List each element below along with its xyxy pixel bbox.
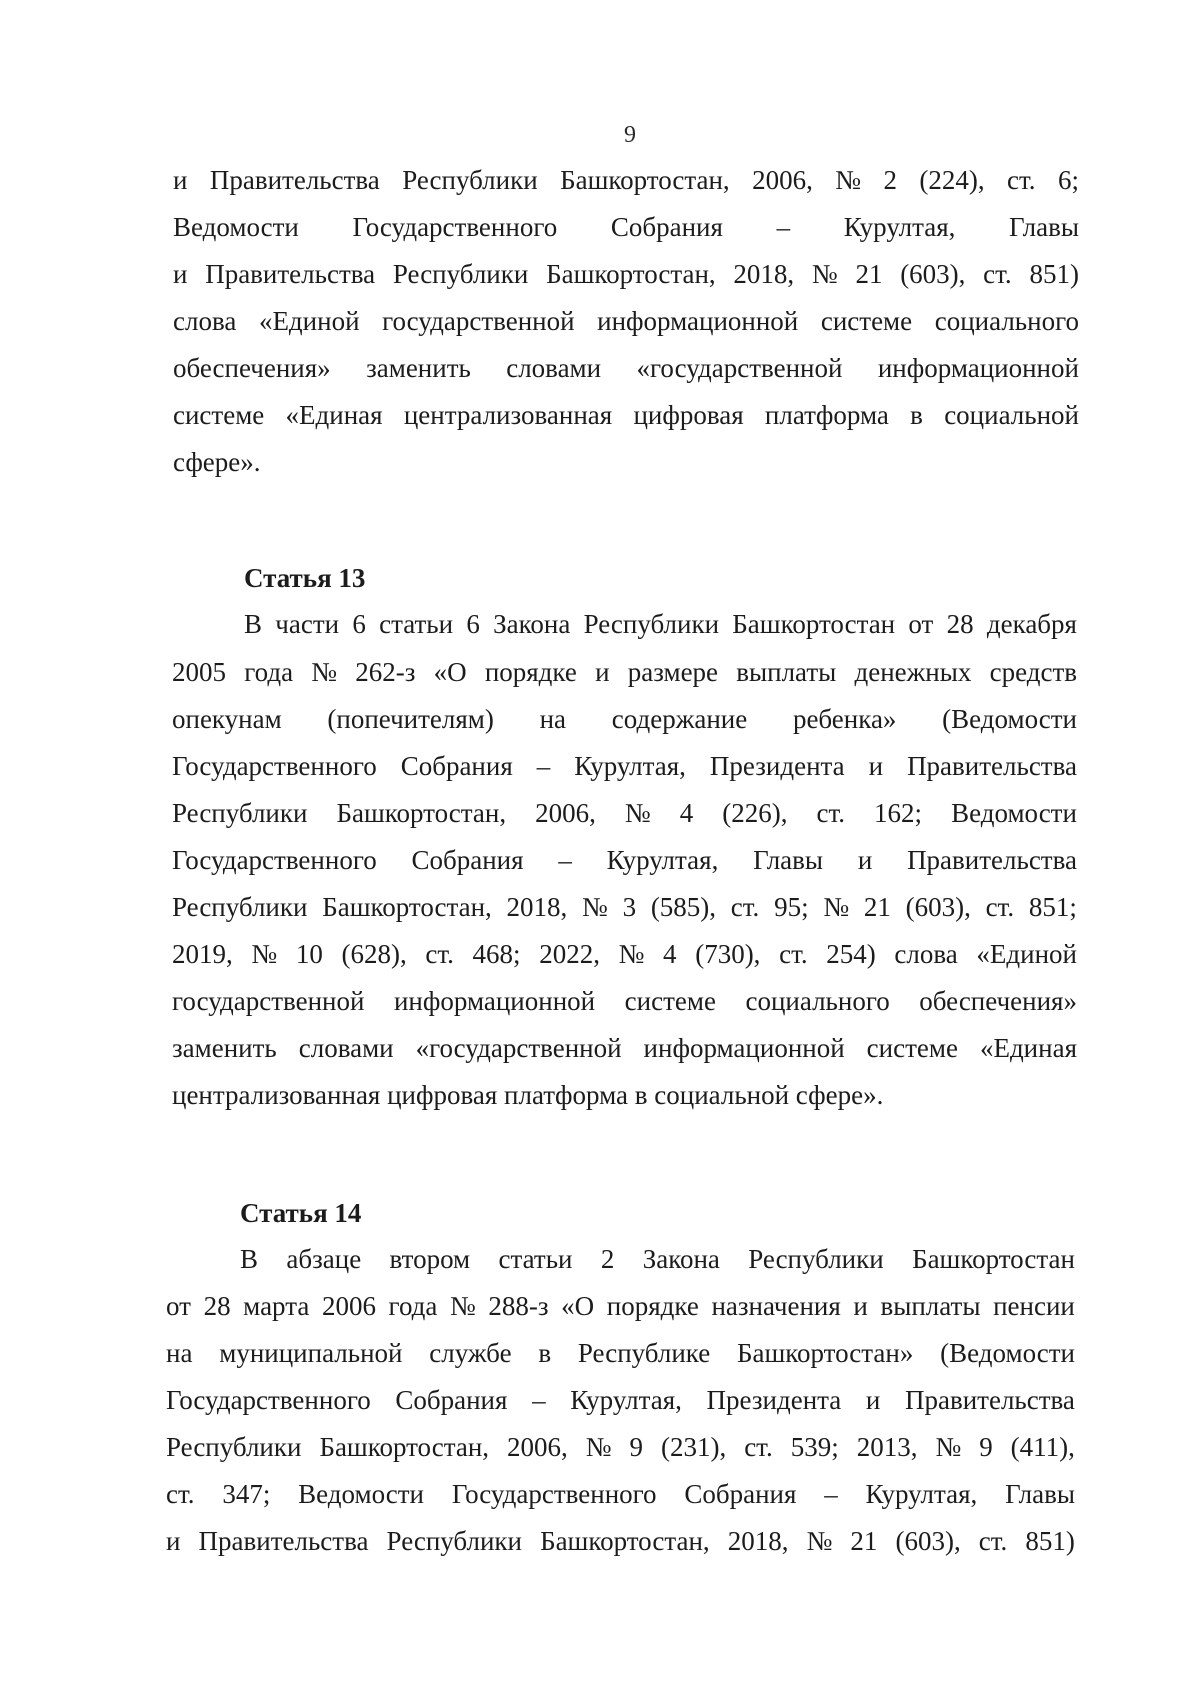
word: системе <box>624 986 716 1016</box>
word: системе <box>866 1033 958 1063</box>
word: Государственного <box>352 212 558 242</box>
word: Республики <box>166 1432 302 1462</box>
word: части <box>275 609 340 639</box>
word: 539; <box>790 1432 839 1462</box>
word: в <box>538 1338 552 1368</box>
word: службе <box>429 1338 512 1368</box>
word: 21 <box>855 259 883 289</box>
word: 162; <box>874 798 923 828</box>
word: «О <box>433 657 467 687</box>
word: обеспечения» <box>173 353 331 383</box>
word: «Единая <box>285 400 383 430</box>
word: «государственной <box>415 1033 622 1063</box>
word: 851) <box>1029 259 1079 289</box>
word: информационной <box>643 1033 845 1063</box>
word: и <box>865 1385 881 1415</box>
text-line <box>172 750 1077 782</box>
word: 6; <box>1057 165 1079 195</box>
word: «Единой <box>976 939 1077 969</box>
text-line <box>172 1032 1077 1064</box>
word: пенсии <box>993 1291 1075 1321</box>
word: № <box>935 1432 962 1462</box>
word: Правительства <box>907 751 1077 781</box>
word: 2019, <box>172 939 233 969</box>
word: Президента <box>709 751 845 781</box>
word: словами <box>298 1033 394 1063</box>
word: 851) <box>1025 1526 1075 1556</box>
word: (224), <box>919 165 985 195</box>
word: 2006, <box>507 1432 568 1462</box>
word: Республики <box>748 1244 884 1274</box>
word: декабря <box>986 609 1077 639</box>
word: 9 <box>629 1432 643 1462</box>
word: системе <box>820 306 913 336</box>
word: Собрания <box>610 212 723 242</box>
word: государственной <box>172 986 365 1016</box>
word: 28 <box>946 609 974 639</box>
word: – <box>532 1385 546 1415</box>
word: 3 <box>622 892 637 922</box>
word: 4 <box>679 798 694 828</box>
word: 2005 <box>172 657 226 687</box>
word: Башкортостан, <box>540 1526 710 1556</box>
word: 2006, <box>535 798 596 828</box>
word: 10 <box>295 939 323 969</box>
word: № <box>450 1291 476 1321</box>
word: денежных <box>854 657 972 687</box>
word: № <box>806 1526 833 1556</box>
word: (730), <box>695 939 761 969</box>
word: заменить <box>172 1033 277 1063</box>
text-line <box>166 1478 1075 1510</box>
text-line <box>172 985 1077 1017</box>
word: Республики <box>583 609 720 639</box>
word: Закона <box>493 609 571 639</box>
word: 288-з <box>488 1291 549 1321</box>
word: Башкортостан, <box>319 1432 490 1462</box>
word: 6 <box>352 609 366 639</box>
word: информационной <box>393 986 596 1016</box>
word: «Единой <box>258 306 360 336</box>
word: ст. <box>816 798 845 828</box>
word: «государственной <box>636 353 843 383</box>
word: платформа <box>764 400 889 430</box>
word: № <box>823 892 850 922</box>
word: Правительства <box>209 165 380 195</box>
word: (585), <box>650 892 717 922</box>
word: словами <box>506 353 602 383</box>
word: Собрания <box>400 751 513 781</box>
word: ст. <box>985 892 1015 922</box>
text-line <box>173 305 1079 337</box>
word: (603), <box>895 1526 961 1556</box>
text-line <box>173 211 1079 243</box>
word: слова <box>173 306 237 336</box>
word: – <box>558 845 572 875</box>
word: Курултая, <box>843 212 956 242</box>
word: (Ведомости <box>940 1338 1075 1368</box>
word: Ведомости <box>951 798 1077 828</box>
word: цифровая <box>633 400 744 430</box>
word: Республики <box>172 892 308 922</box>
word: 2 <box>600 1244 615 1274</box>
word: ст. <box>978 1526 1008 1556</box>
word: 9 <box>979 1432 993 1462</box>
text-line <box>244 608 1077 640</box>
word: и <box>857 845 873 875</box>
word: Курултая, <box>570 1385 682 1415</box>
word: (Ведомости <box>942 704 1077 734</box>
word: марта <box>243 1291 310 1321</box>
word: – <box>824 1479 838 1509</box>
word: Республике <box>577 1338 711 1368</box>
word: Ведомости <box>173 212 299 242</box>
word: Башкортостан, <box>322 892 492 922</box>
word: втором <box>389 1244 471 1274</box>
word: (231), <box>660 1432 727 1462</box>
word: Собрания <box>395 1385 508 1415</box>
word: 2018, <box>506 892 568 922</box>
word: социального <box>745 986 890 1016</box>
word: Курултая, <box>865 1479 978 1509</box>
word: 851; <box>1028 892 1077 922</box>
word: № <box>811 259 838 289</box>
word: выплаты <box>880 1291 981 1321</box>
word: Республики <box>402 165 538 195</box>
word: 6 <box>466 609 480 639</box>
text-line <box>173 352 1079 384</box>
word: года <box>244 657 294 687</box>
word: 2 <box>883 165 897 195</box>
word: Государственного <box>166 1385 371 1415</box>
text-line: централизованная цифровая платформа в социальной сфере». <box>172 1080 884 1110</box>
word: на <box>166 1338 193 1368</box>
word: от <box>166 1291 191 1321</box>
word: в <box>910 400 923 430</box>
word: информационной <box>597 306 799 336</box>
text-line <box>166 1431 1075 1463</box>
word: централизованная <box>403 400 613 430</box>
word: ребенка» <box>792 704 897 734</box>
word: Главы <box>753 845 824 875</box>
word: Башкортостан, <box>560 165 730 195</box>
word: Главы <box>1005 1479 1075 1509</box>
word: государственной <box>382 306 575 336</box>
word: «О <box>561 1291 595 1321</box>
word: 2006 <box>321 1291 376 1321</box>
text-line <box>172 844 1077 876</box>
word: – <box>776 212 791 242</box>
word: ст. <box>1007 165 1036 195</box>
word: № <box>585 1432 612 1462</box>
word: Курултая, <box>606 845 719 875</box>
word: № <box>311 657 338 687</box>
word: (603), <box>905 892 971 922</box>
word: Башкортостан» <box>737 1338 914 1368</box>
word: 468; <box>472 939 521 969</box>
word: от <box>908 609 934 639</box>
word: ст. <box>779 939 808 969</box>
word: Башкортостан <box>732 609 896 639</box>
word: ст. <box>983 259 1012 289</box>
word: муниципальной <box>219 1338 403 1368</box>
text-line <box>172 703 1077 735</box>
word: 2013, <box>856 1432 918 1462</box>
text-line <box>240 1243 1075 1275</box>
text-line <box>173 164 1079 196</box>
word: обеспечения» <box>919 986 1077 1016</box>
word: статьи <box>379 609 454 639</box>
word: и <box>173 259 188 289</box>
text-line: сфере». <box>173 447 261 477</box>
word: содержание <box>611 704 748 734</box>
word: 254) <box>826 939 876 969</box>
word: средств <box>989 657 1077 687</box>
word: года <box>388 1291 438 1321</box>
word: заменить <box>366 353 471 383</box>
word: 2022, <box>539 939 600 969</box>
word: Президента <box>706 1385 842 1415</box>
text-line <box>172 656 1077 688</box>
article-14-heading: Статья 14 <box>240 1198 362 1228</box>
word: и <box>173 165 188 195</box>
text-line <box>166 1384 1075 1416</box>
word: Правительства <box>907 845 1077 875</box>
word: Башкортостан, <box>336 798 507 828</box>
word: Башкортостан <box>912 1244 1075 1274</box>
text-line <box>173 258 1079 290</box>
text-line <box>166 1290 1075 1322</box>
word: Республики <box>172 798 308 828</box>
word: статьи <box>498 1244 573 1274</box>
word: Закона <box>642 1244 720 1274</box>
word: порядке <box>484 657 577 687</box>
word: Государственного <box>172 751 377 781</box>
word: – <box>536 751 551 781</box>
word: 347; <box>222 1479 271 1509</box>
word: слова <box>894 939 958 969</box>
word: и <box>166 1526 181 1556</box>
word: Государственного <box>172 845 377 875</box>
word: Республики <box>392 259 529 289</box>
word: информационной <box>877 353 1079 383</box>
word: № <box>582 892 608 922</box>
word: и <box>853 1291 868 1321</box>
word: и <box>868 751 884 781</box>
word: (411), <box>1010 1432 1075 1462</box>
word: Главы <box>1009 212 1079 242</box>
word: 4 <box>663 939 677 969</box>
word: (603), <box>900 259 966 289</box>
word: социального <box>934 306 1079 336</box>
text-line <box>172 797 1077 829</box>
word: порядке <box>606 1291 699 1321</box>
word: ст. <box>744 1432 773 1462</box>
word: размере <box>627 657 719 687</box>
word: на <box>539 704 567 734</box>
word: № <box>251 939 278 969</box>
word: Правительства <box>198 1526 369 1556</box>
word: Правительства <box>205 259 376 289</box>
word: Правительства <box>905 1385 1075 1415</box>
word: В <box>244 609 263 639</box>
word: назначения <box>711 1291 841 1321</box>
word: опекунам <box>172 704 282 734</box>
word: ст. <box>730 892 760 922</box>
text-line <box>166 1525 1075 1557</box>
word: выплаты <box>736 657 837 687</box>
word: 262-з <box>355 657 416 687</box>
word: Собрания <box>411 845 524 875</box>
text-line <box>172 938 1077 970</box>
text-line <box>172 891 1077 923</box>
word: (628), <box>341 939 407 969</box>
word: абзаце <box>286 1244 362 1274</box>
word: Ведомости <box>298 1479 425 1509</box>
word: Государственного <box>451 1479 657 1509</box>
word: № <box>618 939 645 969</box>
word: 2018, <box>727 1526 789 1556</box>
word: 2018, <box>733 259 795 289</box>
word: № <box>624 798 651 828</box>
word: 2006, <box>752 165 813 195</box>
article-13-heading: Статья 13 <box>244 563 366 593</box>
text-line <box>166 1337 1075 1369</box>
word: и <box>595 657 610 687</box>
word: 28 <box>203 1291 231 1321</box>
word: системе <box>173 400 265 430</box>
word: (попечителям) <box>327 704 494 734</box>
word: 21 <box>863 892 891 922</box>
word: Курултая, <box>574 751 686 781</box>
word: ст. <box>425 939 454 969</box>
word: 21 <box>850 1526 878 1556</box>
word: «Единая <box>979 1033 1077 1063</box>
word: Собрания <box>684 1479 797 1509</box>
word: 95; <box>774 892 809 922</box>
word: № <box>835 165 862 195</box>
word: (226), <box>722 798 788 828</box>
text-line <box>173 399 1079 431</box>
word: социальной <box>944 400 1079 430</box>
word: ст. <box>166 1479 195 1509</box>
word: В <box>240 1244 259 1274</box>
page-number: 9 <box>624 122 636 148</box>
word: Башкортостан, <box>546 259 716 289</box>
word: Республики <box>386 1526 522 1556</box>
